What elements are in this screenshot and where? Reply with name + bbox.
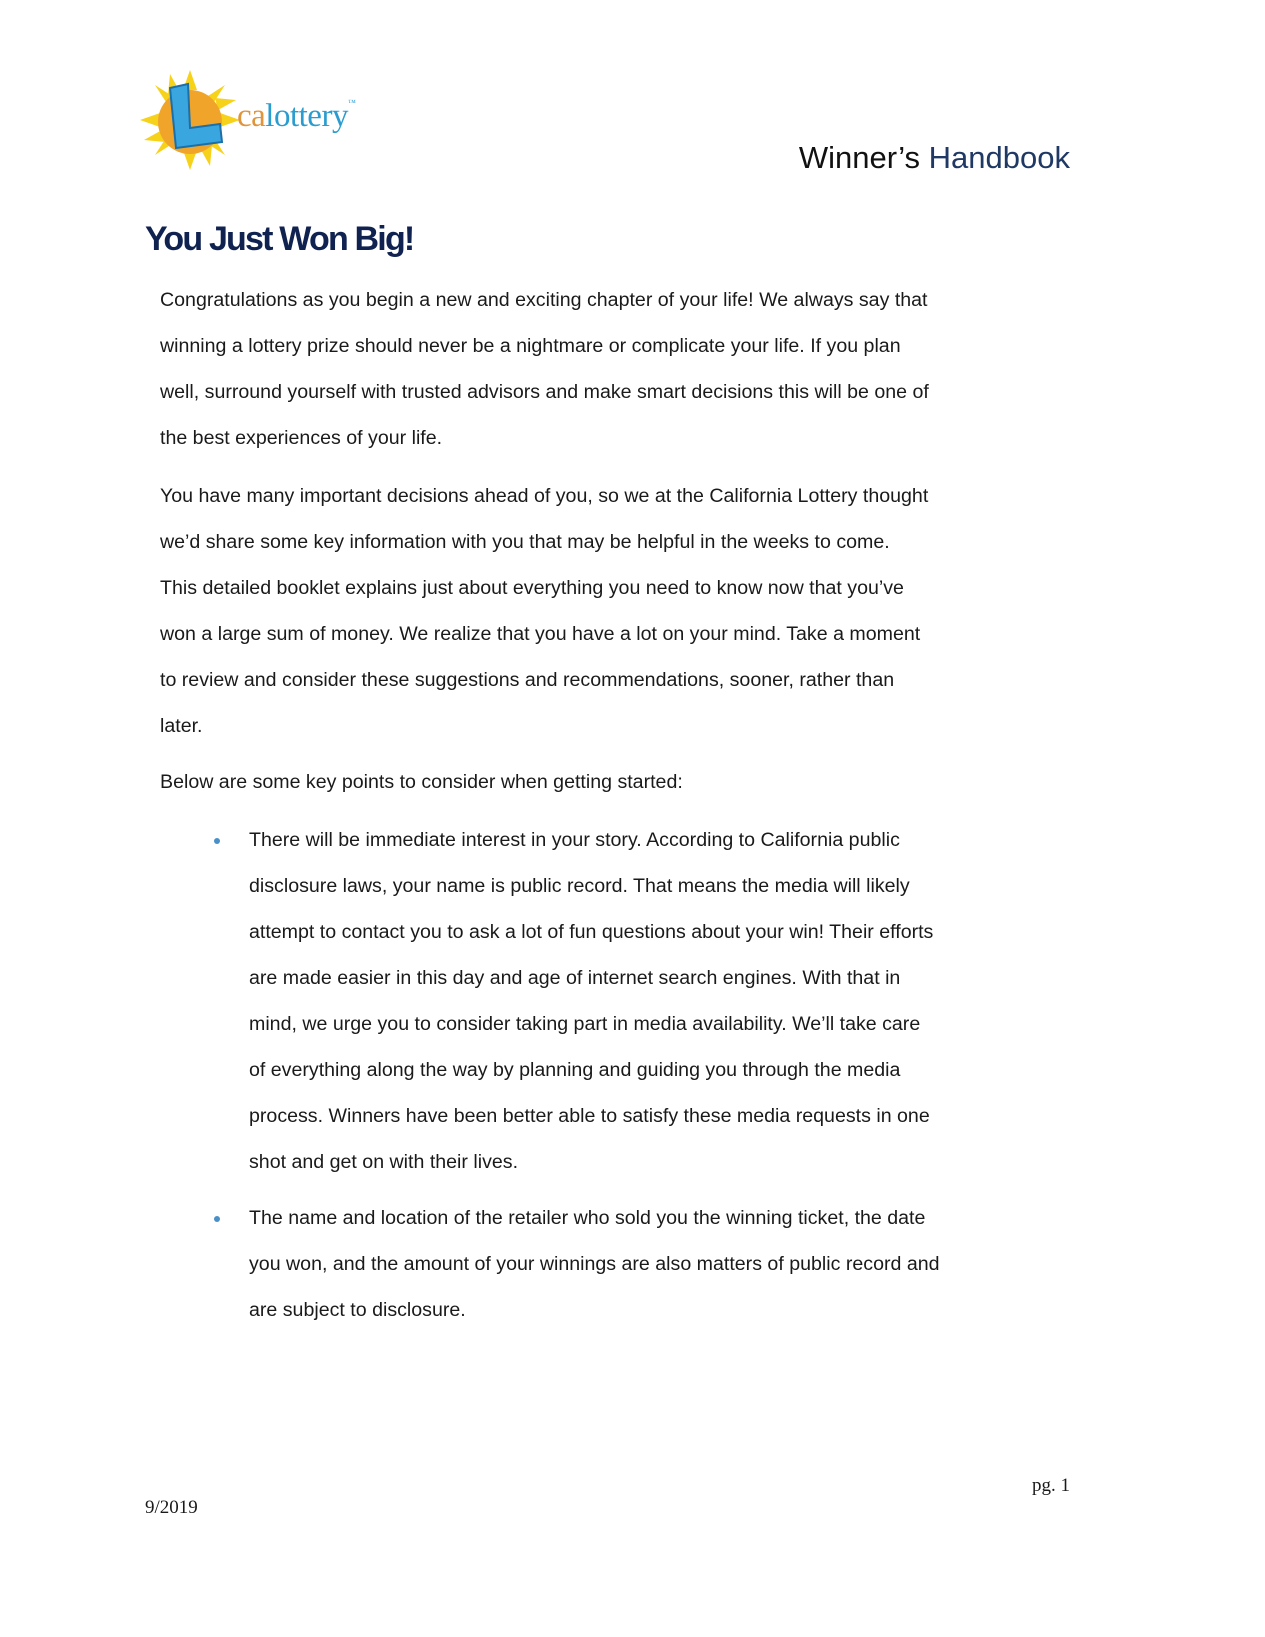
bullet-icon [214,838,220,844]
text-line: disclosure laws, your name is public record. That means the media will likely [249,875,910,897]
text-line: to review and consider these suggestions and recommendations, sooner, rather than [160,669,895,691]
logo-lottery: lottery [265,98,348,134]
text-line: you won, and the amount of your winnings are also matters of public record and [249,1253,940,1275]
bullet-item-2 [249,1195,940,1333]
text-line: are made easier in this day and age of internet search engines. With that in [249,967,901,989]
text-line: won a large sum of money. We realize that you have a lot on your mind. Take a moment [160,623,921,645]
paragraph-1 [160,277,929,461]
text-line: The name and location of the retailer who sold you the winning ticket, the date [249,1207,926,1229]
bullet-icon [214,1216,220,1222]
text-line: Congratulations as you begin a new and exciting chapter of your life! We always say that [160,289,928,311]
logo-wordmark [237,98,355,135]
text-line: shot and get on with their lives. [249,1151,519,1173]
text-line: winning a lottery prize should never be a nightmare or complicate your life. If you plan [160,335,901,357]
text-line: This detailed booklet explains just about everything you need to know now that you’ve [160,577,904,599]
text-line: later. [160,715,203,737]
header-winners: Winner’s [798,140,921,175]
text-line: process. Winners have been better able to satisfy these media requests in one [249,1105,930,1127]
paragraph-3 [160,759,683,805]
text-line: There will be immediate interest in your story. According to California public [249,829,900,851]
logo-tm: ™ [347,98,356,107]
text-line: attempt to contact you to ask a lot of fun questions about your win! Their efforts [249,921,934,943]
text-line: You have many important decisions ahead of you, so we at the California Lottery thought [160,485,929,507]
handbook-header [799,140,1070,176]
calottery-logo [145,72,385,172]
text-line: Below are some key points to consider when getting started: [160,771,683,793]
bullet-item-1 [249,817,933,1185]
text-line: the best experiences of your life. [160,427,443,449]
page-number: pg. 1 [1032,1475,1070,1496]
text-line: mind, we urge you to consider taking part in media availability. We’ll take care [249,1013,921,1035]
text-line: of everything along the way by planning and guiding you through the media [249,1059,901,1081]
text-line: are subject to disclosure. [249,1299,466,1321]
header-handbook: Handbook [928,140,1070,175]
page-title: You Just Won Big! [145,220,414,258]
text-line: well, surround yourself with trusted advisors and make smart decisions this will be one of [160,381,929,403]
paragraph-2 [160,473,928,749]
text-line: we’d share some key information with you that may be helpful in the weeks to come. [160,531,890,553]
footer-date: 9/2019 [145,1497,198,1518]
sun-logo-icon [140,70,240,170]
logo-ca: ca [237,98,266,134]
